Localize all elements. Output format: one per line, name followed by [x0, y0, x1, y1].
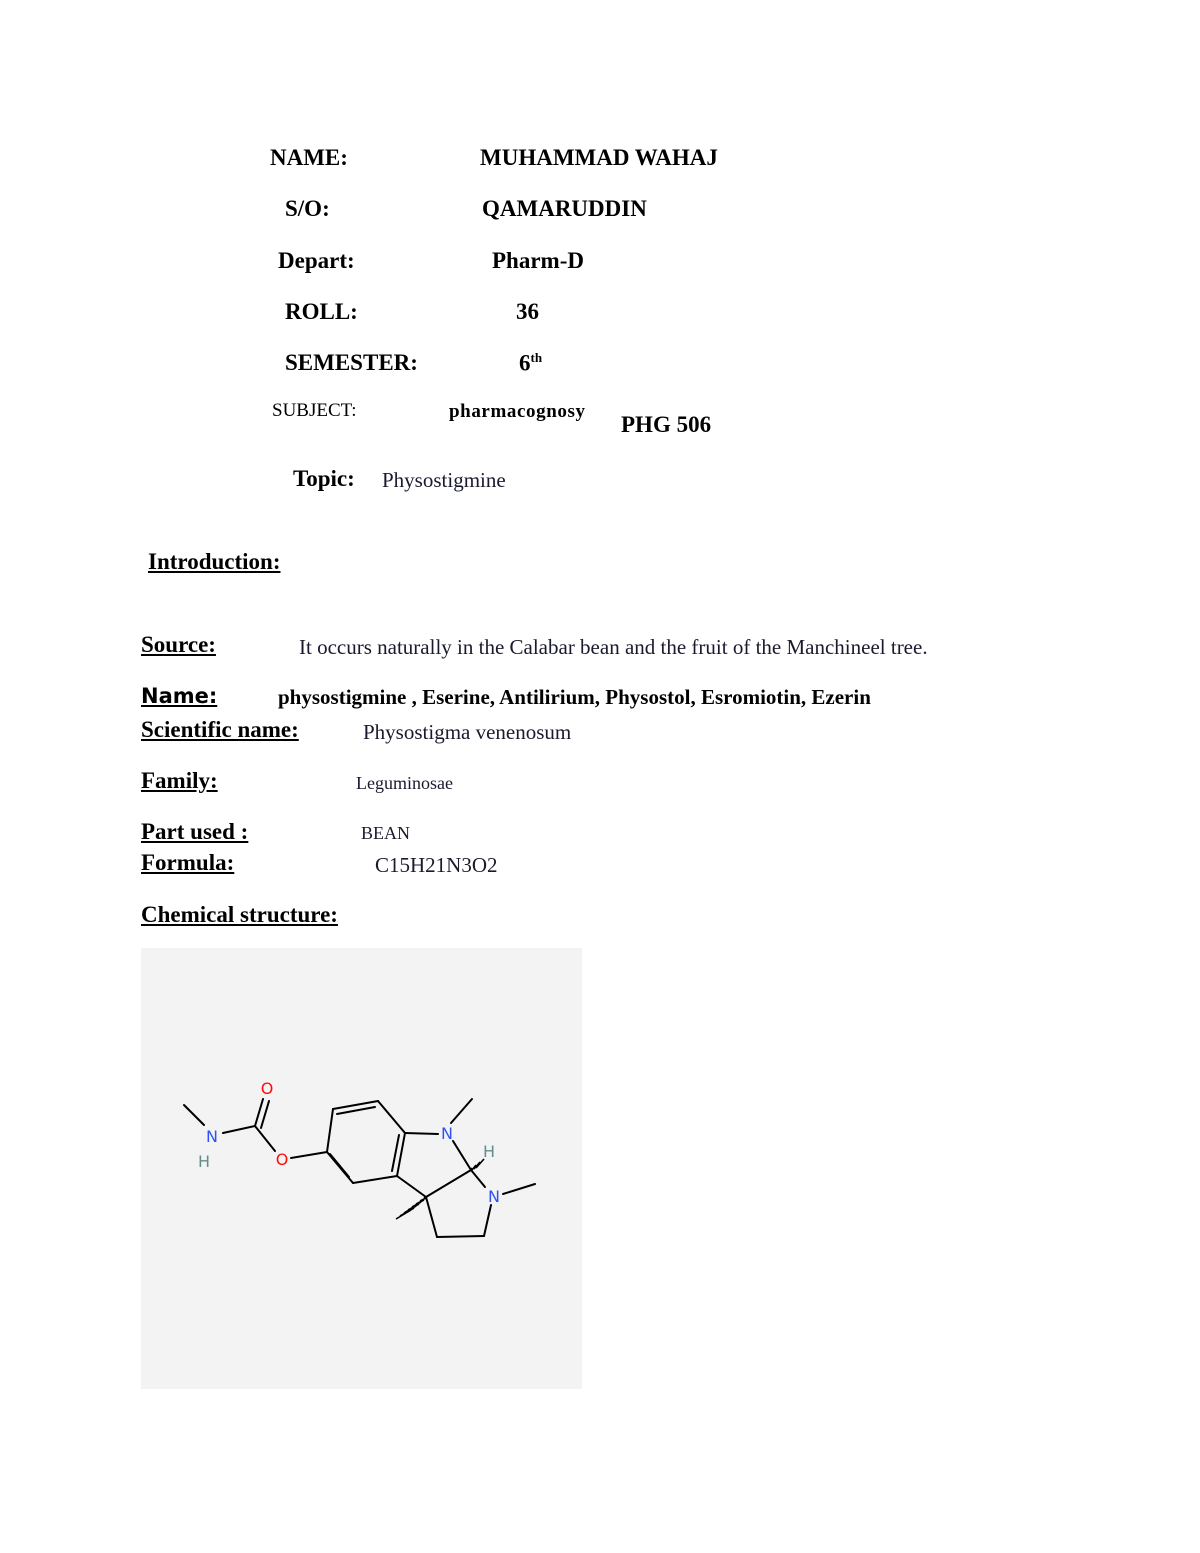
bond-stereo-n-pyrrolidine	[471, 1170, 485, 1187]
name-label: NAME:	[270, 145, 348, 170]
name-value: MUHAMMAD WAHAJ	[480, 145, 718, 170]
source-label: Source:	[141, 632, 216, 657]
bond-pyrrolidine-2	[437, 1236, 484, 1237]
bond-ring-3	[378, 1101, 405, 1133]
bond-ring-n-indoline	[405, 1133, 438, 1134]
semester-label: SEMESTER:	[285, 350, 418, 375]
common-name-label: Name:	[141, 684, 218, 708]
atom-h-stereo: H	[482, 1142, 496, 1161]
scientific-name-value: Physostigma venenosum	[363, 720, 572, 744]
semester-value	[519, 350, 542, 377]
bond-n-methyl-top	[451, 1099, 472, 1123]
atom-o-carbonyl: O	[260, 1079, 274, 1098]
bond-ester-o-ring	[291, 1152, 327, 1158]
hashed-wedge-h	[470, 1159, 484, 1171]
bond-ring-6-inner	[330, 1154, 349, 1177]
bond-quaternary-ring	[397, 1176, 426, 1197]
so-label: S/O:	[285, 196, 330, 221]
subject-label: SUBJECT:	[272, 400, 357, 421]
source-value: It occurs naturally in the Calabar bean and the fruit of the Manchineel tree.	[299, 635, 928, 659]
family-value: Leguminosae	[356, 773, 453, 793]
atom-n-indoline: N	[441, 1124, 453, 1143]
bond-pyrrolidine-3	[426, 1197, 437, 1237]
bond-pyrrolidine-1	[484, 1205, 491, 1236]
physostigmine-structure-diagram	[141, 948, 582, 1389]
scientific-name-label: Scientific name:	[141, 717, 299, 742]
atom-h-amide: H	[197, 1152, 211, 1171]
formula-label: Formula:	[141, 850, 235, 875]
subject-code: PHG 506	[621, 412, 712, 437]
bond-n-carbonyl	[223, 1126, 255, 1133]
bond-stereo-quaternary	[426, 1170, 471, 1197]
atom-o-ester: O	[275, 1150, 289, 1169]
atom-n-amide: N	[206, 1127, 218, 1146]
introduction-heading: Introduction:	[148, 549, 281, 574]
part-used-label: Part used :	[141, 819, 249, 844]
roll-value: 36	[516, 299, 539, 324]
common-name-value: physostigmine , Eserine, Antilirium, Physostol, Esromiotin, Ezerin	[278, 685, 871, 709]
family-label: Family:	[141, 768, 218, 793]
so-value: QAMARUDDIN	[482, 196, 647, 221]
bond-ring-5	[353, 1176, 397, 1183]
depart-label: Depart:	[278, 248, 355, 273]
bond-methyl-amide-n	[184, 1105, 204, 1125]
roll-label: ROLL:	[285, 299, 358, 324]
topic-value: Physostigmine	[382, 468, 506, 492]
chemical-structure-label: Chemical structure:	[141, 902, 338, 927]
atom-n-pyrrolidine: N	[488, 1187, 500, 1206]
part-used-value: BEAN	[361, 823, 410, 843]
bond-n-stereo-c	[453, 1141, 471, 1170]
subject-value: pharmacognosy	[449, 401, 586, 422]
topic-label: Topic:	[293, 466, 355, 491]
chemical-structure-image	[141, 948, 582, 1389]
semester-suffix: th	[530, 350, 543, 365]
bond-n-methyl-right	[503, 1184, 535, 1194]
bond-ring-1	[327, 1109, 333, 1152]
semester-number: 6	[519, 350, 531, 376]
hashed-wedge-methyl	[396, 1196, 428, 1219]
formula-value: C15H21N3O2	[375, 853, 498, 877]
bond-carbonyl-ester-o	[255, 1126, 275, 1151]
depart-value: Pharm-D	[492, 248, 584, 273]
